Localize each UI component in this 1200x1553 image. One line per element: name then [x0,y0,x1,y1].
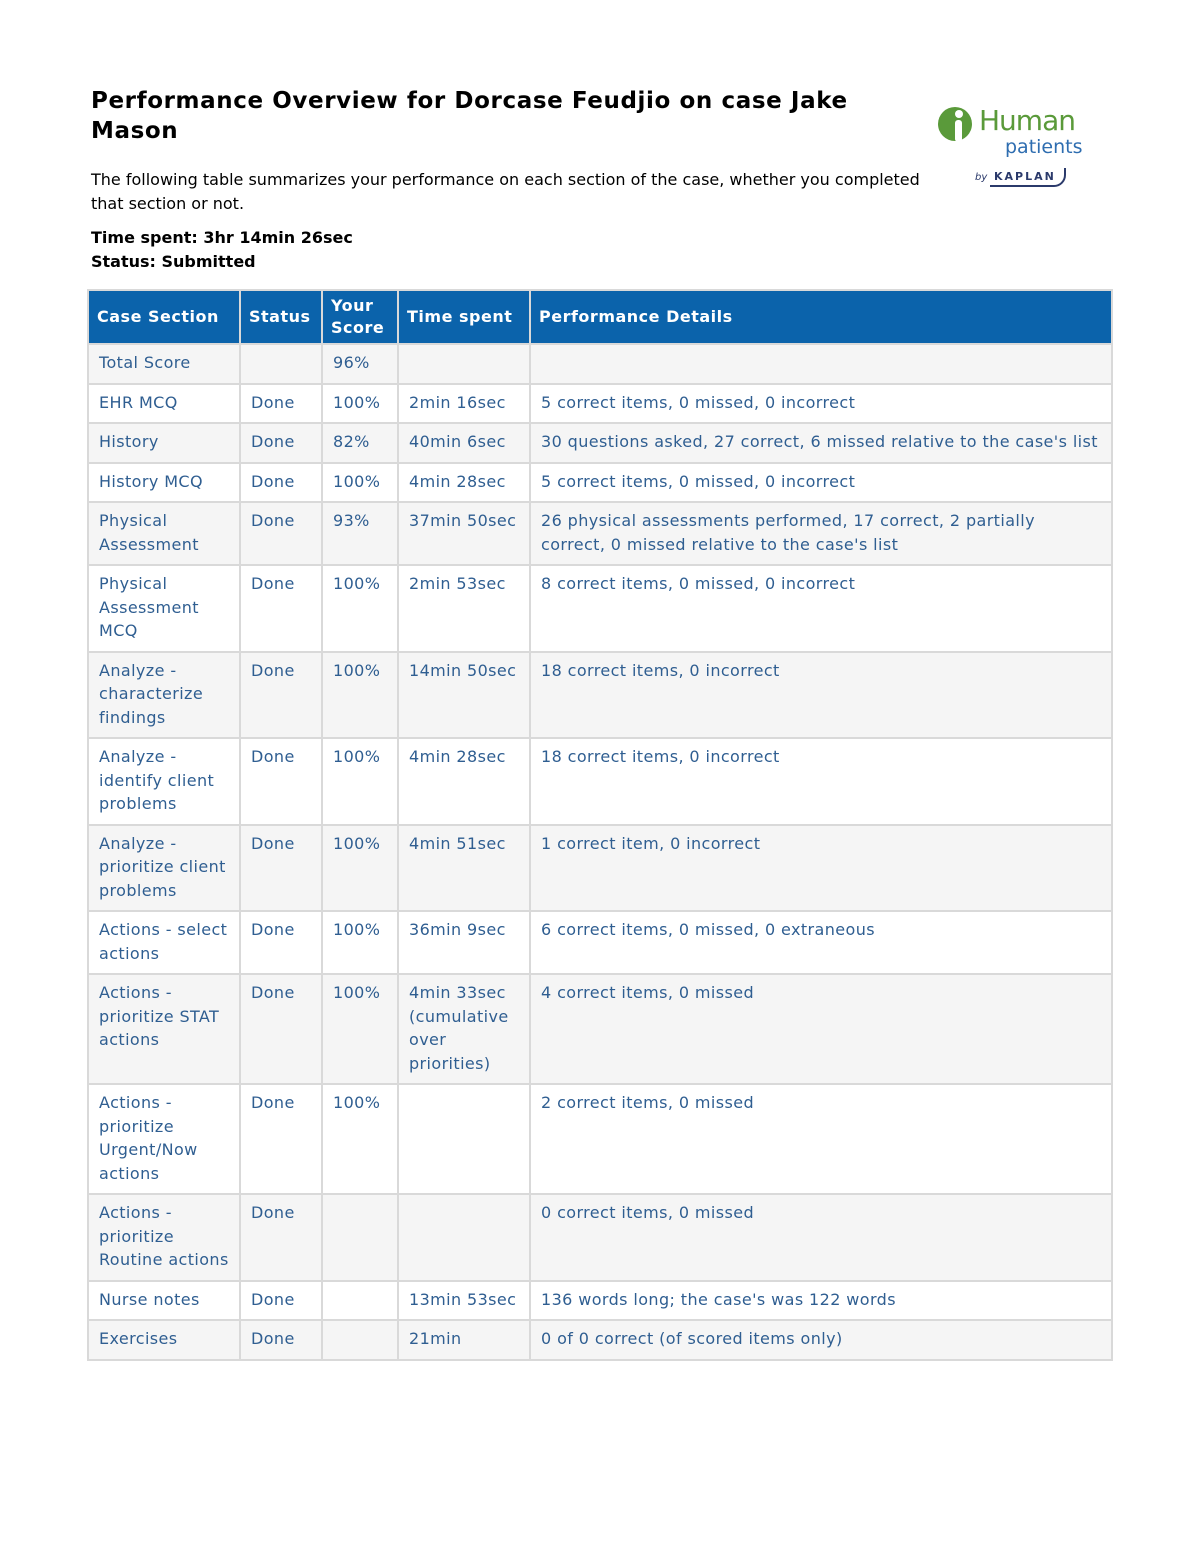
table-row [89,1085,1111,1193]
time-spent-cell [399,1085,529,1193]
logo-human-text: Human [979,104,1075,137]
score-cell: 82% [323,424,397,462]
score-cell: 100% [323,653,397,738]
status-cell: Done [241,1195,321,1280]
status-cell: Done [241,653,321,738]
table-row [89,566,1111,651]
case-section-cell: Analyze - characterize findings [89,653,239,738]
table-row [89,653,1111,738]
status-cell: Done [241,566,321,651]
table-row [89,1282,1111,1320]
status-cell: Done [241,1321,321,1359]
case-section-cell: Exercises [89,1321,239,1359]
performance-details-cell: 1 correct item, 0 incorrect [531,826,1111,911]
time-spent-cell: 37min 50sec [399,503,529,564]
status-cell: Done [241,975,321,1083]
time-spent-cell: 14min 50sec [399,653,529,738]
table-row [89,739,1111,824]
performance-details-cell: 4 correct items, 0 missed [531,975,1111,1083]
status-cell [241,345,321,383]
time-spent-cell: 4min 28sec [399,739,529,824]
score-cell: 100% [323,975,397,1083]
table-row [89,464,1111,502]
performance-details-cell: 18 correct items, 0 incorrect [531,653,1111,738]
performance-details-cell: 0 correct items, 0 missed [531,1195,1111,1280]
performance-table [87,289,1113,1361]
case-section-cell: Analyze - prioritize client problems [89,826,239,911]
time-spent-cell [399,345,529,383]
time-spent-cell: 4min 33sec (cumulative over priorities) [399,975,529,1083]
score-cell: 100% [323,1085,397,1193]
performance-details-cell: 6 correct items, 0 missed, 0 extraneous [531,912,1111,973]
score-cell: 100% [323,566,397,651]
performance-details-cell: 8 correct items, 0 missed, 0 incorrect [531,566,1111,651]
score-cell: 100% [323,912,397,973]
table-row [89,975,1111,1083]
performance-details-cell: 30 questions asked, 27 correct, 6 missed relative to the case's list [531,424,1111,462]
column-header-your-score: Your Score [323,291,397,343]
status-cell: Done [241,464,321,502]
score-cell [323,1282,397,1320]
table-row [89,826,1111,911]
table-header-row [89,291,1111,343]
status-cell: Done [241,1282,321,1320]
summary-meta [91,226,353,274]
case-section-cell: Actions - prioritize Urgent/Now actions [89,1085,239,1193]
score-cell: 100% [323,464,397,502]
logo-by-text: by [975,172,988,183]
column-header-time-spent: Time spent [399,291,529,343]
status-cell: Done [241,503,321,564]
performance-details-cell: 0 of 0 correct (of scored items only) [531,1321,1111,1359]
performance-details-cell: 5 correct items, 0 missed, 0 incorrect [531,464,1111,502]
case-section-cell: Nurse notes [89,1282,239,1320]
performance-details-cell: 136 words long; the case's was 122 words [531,1282,1111,1320]
score-cell: 100% [323,826,397,911]
performance-details-cell: 2 correct items, 0 missed [531,1085,1111,1193]
status-cell: Done [241,385,321,423]
case-section-cell: Actions - prioritize Routine actions [89,1195,239,1280]
table-body [89,345,1111,1359]
performance-details-cell: 5 correct items, 0 missed, 0 incorrect [531,385,1111,423]
performance-details-cell [531,345,1111,383]
case-section-cell: Physical Assessment MCQ [89,566,239,651]
case-section-cell: Analyze - identify client problems [89,739,239,824]
status-cell: Done [241,826,321,911]
time-spent-cell: 2min 53sec [399,566,529,651]
time-spent-cell: 21min [399,1321,529,1359]
score-cell: 100% [323,385,397,423]
status-cell: Done [241,1085,321,1193]
case-section-cell: Total Score [89,345,239,383]
page-title: Performance Overview for Dorcase Feudjio on case Jake Mason [91,88,848,144]
time-spent-summary: Time spent: 3hr 14min 26sec [91,228,353,247]
performance-details-cell: 18 correct items, 0 incorrect [531,739,1111,824]
table-row [89,912,1111,973]
performance-details-cell: 26 physical assessments performed, 17 correct, 2 partially correct, 0 missed relative to the case's list [531,503,1111,564]
column-header-case-section: Case Section [89,291,239,343]
table-row [89,345,1111,383]
case-section-cell: History [89,424,239,462]
status-summary: Status: Submitted [91,252,256,271]
case-section-cell: Actions - select actions [89,912,239,973]
table-row [89,385,1111,423]
time-spent-cell: 4min 28sec [399,464,529,502]
column-header-status: Status [241,291,321,343]
status-cell: Done [241,912,321,973]
case-section-cell: EHR MCQ [89,385,239,423]
case-section-cell: History MCQ [89,464,239,502]
logo-kaplan-text: KAPLAN [990,168,1066,187]
column-header-performance-details: Performance Details [531,291,1111,343]
score-cell: 100% [323,739,397,824]
table-row [89,424,1111,462]
case-section-cell: Physical Assessment [89,503,239,564]
score-cell [323,1195,397,1280]
intro-text: The following table summarizes your performance on each section of the case, whether you completed that section or not. [91,170,920,213]
logo-patients-text: patients [1005,136,1083,158]
person-icon [935,106,979,146]
status-cell: Done [241,424,321,462]
time-spent-cell [399,1195,529,1280]
time-spent-cell: 40min 6sec [399,424,529,462]
score-cell: 96% [323,345,397,383]
table-row [89,1195,1111,1280]
table-row [89,1321,1111,1359]
time-spent-cell: 2min 16sec [399,385,529,423]
score-cell: 93% [323,503,397,564]
time-spent-cell: 13min 53sec [399,1282,529,1320]
time-spent-cell: 4min 51sec [399,826,529,911]
case-section-cell: Actions - prioritize STAT actions [89,975,239,1083]
status-cell: Done [241,739,321,824]
score-cell [323,1321,397,1359]
time-spent-cell: 36min 9sec [399,912,529,973]
table-row [89,503,1111,564]
human-patients-logo [935,100,1125,200]
